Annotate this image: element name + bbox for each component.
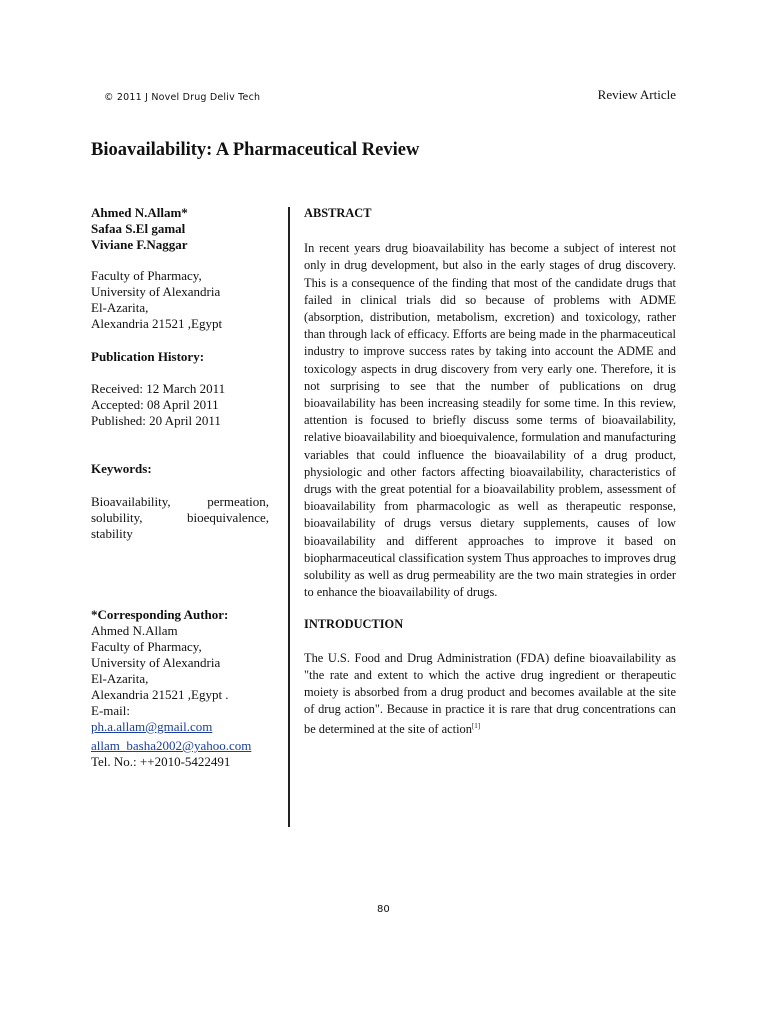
page-number: 80 xyxy=(377,904,390,915)
left-column xyxy=(91,205,269,770)
introduction-body xyxy=(304,650,676,739)
email-link-yahoo[interactable]: allam_basha2002@yahoo.com xyxy=(91,738,252,753)
journal-header: © 2011 J Novel Drug Deliv Tech xyxy=(104,92,261,103)
address-line: University of Alexandria xyxy=(91,655,221,670)
affiliation-line: University of Alexandria xyxy=(91,284,221,299)
email-label: E-mail: xyxy=(91,703,130,718)
introduction-text: The U.S. Food and Drug Administration (FDA) define bioavailability as "the rate and extent to which the active drug ingredient or therapeutic moiety is absorbed from a drug product and becomes available at the site of drug action". Because in practice it is rare that drug concentrations can be determined at the site of action xyxy=(304,650,676,737)
accepted-date: Accepted: 08 April 2011 xyxy=(91,397,219,412)
published-date: Published: 20 April 2011 xyxy=(91,413,221,428)
abstract-heading: ABSTRACT xyxy=(304,206,372,220)
citation-reference[interactable]: [1] xyxy=(471,722,481,731)
address-line: Faculty of Pharmacy, xyxy=(91,639,202,654)
author-list xyxy=(91,205,269,253)
email-link-gmail[interactable]: ph.a.allam@gmail.com xyxy=(91,719,213,734)
author-name: Viviane F.Naggar xyxy=(91,237,188,252)
author-name: Safaa S.El gamal xyxy=(91,221,186,236)
received-date: Received: 12 March 2011 xyxy=(91,381,226,396)
keywords-heading: Keywords: xyxy=(91,461,152,476)
article-type-label: Review Article xyxy=(597,87,676,102)
address-line: El-Azarita, xyxy=(91,671,149,686)
column-divider xyxy=(288,207,290,827)
right-column xyxy=(304,205,676,739)
corresponding-author-details xyxy=(91,623,269,770)
author-name: Ahmed N.Allam* xyxy=(91,205,188,220)
publication-dates xyxy=(91,381,269,429)
keywords-text: Bioavailability, permeation, solubility, bioequivalence, stability xyxy=(91,494,269,541)
address-line: Alexandria 21521 ,Egypt . xyxy=(91,687,229,702)
affiliation-line: Faculty of Pharmacy, xyxy=(91,268,202,283)
introduction-heading: INTRODUCTION xyxy=(304,617,404,632)
publication-history-heading: Publication History: xyxy=(91,349,205,364)
telephone-number: Tel. No.: ++2010-5422491 xyxy=(91,754,231,769)
affiliation-line: Alexandria 21521 ,Egypt xyxy=(91,316,223,331)
corresponding-author-heading: *Corresponding Author: xyxy=(91,607,229,622)
affiliation xyxy=(91,268,269,332)
affiliation-line: El-Azarita, xyxy=(91,300,149,315)
corresponding-author-name: Ahmed N.Allam xyxy=(91,623,178,638)
paper-title: Bioavailability: A Pharmaceutical Review xyxy=(91,140,420,160)
abstract-body: In recent years drug bioavailability has become a subject of interest not only in drug development, but also in the early stages of drug discovery. This is a consequence of the finding that most of the candidate drugs that failed in clinical trials did so because of problems with ADME (absorption, distribution, metabolism, excretion) and toxicology, rather than through lack of efficacy. Efforts are being made in the pharmaceutical industry to improve success rates by taking into account the ADME and toxicology aspects in drug discovery from very early one. Therefore, it is not surprising to see that the number of publications on drug bioavailability has been increasing steadily for some time. In this review, attention is focused to briefly discuss some terms of bioavailability, relative bioavailability and bioequivalence, formulation and manufacturing variables that could influence the bioavailability of a drug product, physiologic and other factors affecting bioavailability, characteristics of drugs with the great potential for a bioavailability problem, assessment of bioavailability from pharmacologic as well as therapeutic response, bioavailability of drugs versus dietary supplements, causes of low bioavailability and different approaches to improve it based on biopharmaceutical classification system Thus approaches to improves drug solubility as well as drug permeability are the two main strategies in order to enhance the bioavailability of drugs. xyxy=(304,241,676,600)
